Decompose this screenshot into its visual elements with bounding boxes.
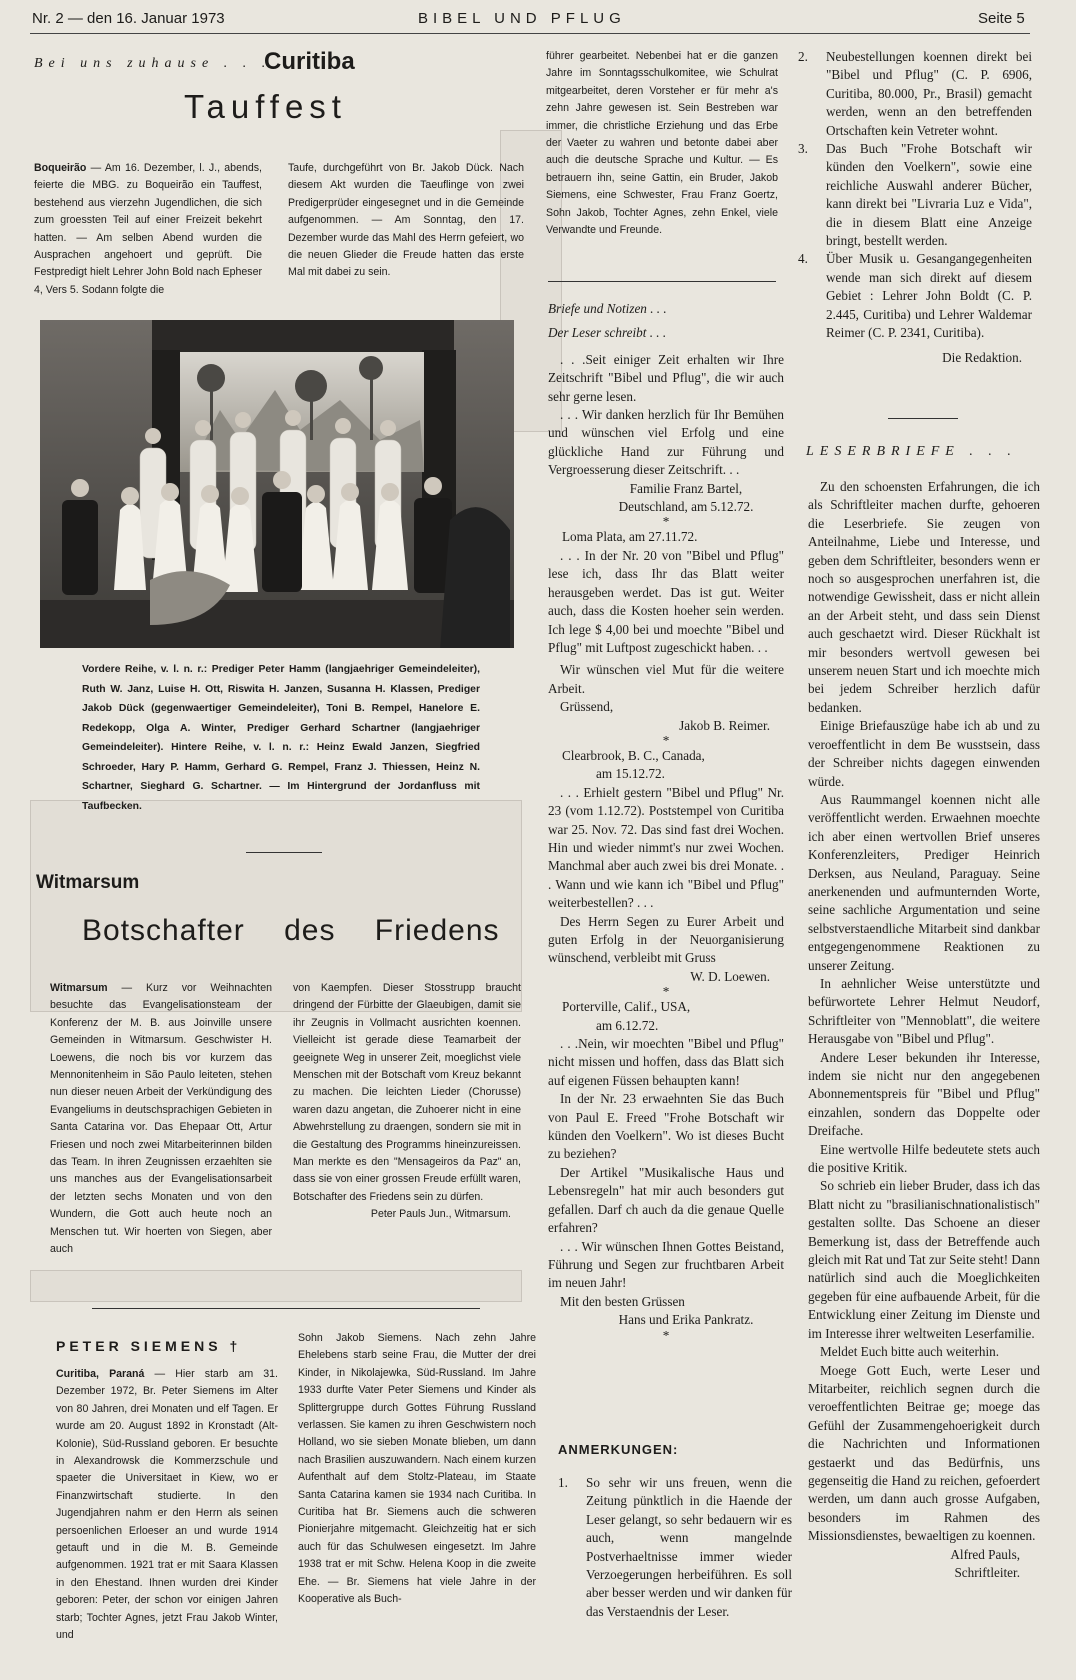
letter-text: . . .Seit einiger Zeit erhalten wir Ihre Zeitschrift "Bibel und Pflug", die wir auch sehr gerne lesen. (548, 351, 784, 404)
body-text: führer gearbeitet. Nebenbei hat er die ganzen Jahre im Sonntagsschulkomitee, wie Schulrat mitgearbeitet, deren Vorsteher er für mehr a's zehn Jahre gewesen ist. Sein Bestreben war immer, die christliche Erziehung und das Erbe der Vaeter zu wahren und betonte dabei aber auch die deutsche Sprache und Kultur. — Es betrauern ihn, seine Gattin, ein Bruder, Jakob Siemens, eine Schwester, Frau Franz Goertz, Sohn Jakob, Tochter Agnes, zehn Enkel, viele Verwandte und Freunde. (546, 50, 778, 237)
divider-star: * (662, 514, 670, 530)
byline: Peter Pauls Jun., Witmarsum. (370, 1208, 511, 1221)
body-text: Andere Leser bekunden ihr Interesse, indem sie nicht nur den angegebenen Abonnementspreis für "Bibel und Pflug" einzahlen, sondern das Doppelte oder Dreifache. (808, 1049, 1040, 1139)
article-col-3 (546, 48, 778, 239)
body-text: Meldet Euch bitte auch weiterhin. (820, 1344, 1000, 1360)
body-text: Aus Raummangel koennen nicht alle veröffentlicht werden. Erwaehnen moechte ich aber einen wertvollen Brief unseres Konferenzleiters, Prediger Heinrich Derksen, aus Neuland, Paraguay. Seine anerkenenden und aufmunternden Worte, seine sachliche Argumentation und seine selbstverstaendliche Mitarbeit sind dankbar entgegengenommene Reaktionen zu unserer Zeitung. (808, 791, 1040, 973)
separator-rule (92, 1308, 480, 1309)
page-number: Seite 5 (978, 10, 1025, 27)
body-text: Zu den schoensten Erfahrungen, die ich als Schriftleiter machen durfte, gehoeren die Leserbriefe. Sie zeugen von Anteilnahme, Liebe und Interesse, und geben dem Schriftleiter, besonders wenn er noch so ausgesprochen unerfahren ist, die notwendige Gewissheit, dass er nicht allein an der Arbeit steht, und dass sein Dienst auch geschaetzt wird. Dieser Rückhalt ist mir besonders wertvoll gewesen bei unserem neuen Start und ich moechte mich bei jedem Schreiber herzlich dafür bedanken. (808, 479, 1040, 715)
photo-caption (82, 660, 480, 816)
divider-star: * (662, 984, 670, 1000)
body-text: von Kaempfen. Dieser Stosstrupp braucht dringend der Fürbitte der Glaeubigen, damit sie ihr Zeugnis in Vollmacht ausrichten koennen. Vielleicht ist gerade diese Teamarbeit der geeignete Weg in unserer Zeit, moeglichst viele Menschen mit der Botschaft vom Kreuz bekannt zu machen. Die leichten Lieder (Chorusse) waren dazu angetan, die Zuhoerer nicht in eine Abwehrstellung zu draengen, sondern sie mit in die Gestaltung des Programms hineinzureissen. Man merkte es den "Mensageiros da Paz" an, dass sie von einer grossen Freude erfüllt waren, Botschafter des Friedens sein zu dürfen. (293, 982, 521, 1203)
letter-text: Der Artikel "Musikalische Haus und Lebensregeln" hat mir auch besonders gut gefallen. Darf ch auch da die genaue Quelle erfahren? (548, 1164, 784, 1236)
place-heading: Witmarsum (36, 872, 140, 893)
dateline: Witmarsum (50, 982, 108, 994)
article-col-2 (288, 160, 524, 282)
body-text: Eine wertvolle Hilfe bedeutete stets auch die positive Kritik. (808, 1141, 1040, 1176)
editor-signature: Alfred Pauls, (950, 1546, 1020, 1562)
headline: Botschafter des Friedens (82, 914, 500, 947)
editor-title: Schriftleiter. (954, 1564, 1020, 1580)
body-text: — Am 16. Dezember, l. J., abends, feierte die MBG. zu Boqueirão ein Tauffest, bestehend aus vierzehn Jugendlichen, die sich zum groessten Teil auf einer Freizeit bekehrt hatten. — Am selben Abend wurden die Ausprachen angehoert und geprüft. Die Festpredigt hielt Lehrer John Bold nach Epheser 4, Vers 5. Sodann folgte die (34, 162, 262, 296)
divider-star: * (662, 732, 670, 748)
body-text: In aehnlicher Weise unterstützte und befürwortete Lehrer Helmut Neudorf, Schriftleiter von "Mennoblatt", die weitere Herausgabe von "Bibel und Pflug". (808, 975, 1040, 1047)
body-text: — Hier starb am 31. Dezember 1972, Br. Peter Siemens im Alter von 80 Jahren, drei Monaten und elf Tagen. Er wurde am 20. August 1892 in Kronstadt (Alt-Kolonie), Süd-Russland geboren. Er besuchte in Alexandrowsk die Kommerzschule und spaeter die Universitaet in Kiew, wo er Finanzwirtschaft studierte. In den Jugendjahren nahm er den Herrn als seinen persoenlichen Erloeser an und wurde 1914 getauft und in die M. B. Gemeinde aufgenommen. 1921 trat er mit Saara Klassen in den Ehestand. Ihnen wurden drei Kinder geboren: Peter, der schon vor einigen Jahren starb; Tochter Agnes, jetzt Frau Jakob Winter, und (56, 1368, 278, 1642)
section-subheading: Der Leser schreibt . . . (548, 325, 667, 341)
note-text: So sehr wir uns freuen, wenn die Zeitung pünktlich in die Haende der Leser gelangt, so sehr bedauern wir es auch, wenn mangelnde Postverhaeltnisse immer wieder Verzoegerungen herbeiführen. Es soll aber besser werden und wir danken für das Verstaendnis der Leser. (586, 1475, 792, 1619)
baptism-group-photo (40, 320, 514, 648)
note-number: 4. (798, 251, 808, 267)
letter-place: am 15.12.72. (596, 766, 665, 782)
show-through (30, 1270, 522, 1302)
letter-text: . . .Nein, wir moechten "Bibel und Pflug" nicht missen und hoffen, dass das Blatt sich auf eigenen Füssen behaupten kann! (548, 1036, 784, 1088)
letter-text: Des Herrn Segen zu Eurer Arbeit und guten Erfolg in der Neuorganisierung wünschend, verbleibt mit Gruss (548, 913, 784, 966)
dateline: Curitiba, Paraná (56, 1368, 145, 1380)
note-text: Über Musik u. Gesangangegenheiten wende man sich direkt auf diesem Gebiet : Lehrer John Boldt (C. P. 2.445, Curitiba) und Lehrer Waldemar Reimer (C. P. 2341, Curitiba). (826, 251, 1032, 341)
letter-place: Porterville, Calif., USA, (562, 999, 691, 1015)
letter-text: In der Nr. 23 erwaehnten Sie das Buch von Paul E. Freed "Frohe Botschaft wir künden den Voelkern". Wo ist dieses Bucht zu beziehen? (548, 1091, 784, 1162)
masthead: BIBEL UND PFLUG (418, 10, 626, 27)
dateline: Boqueirão (34, 162, 87, 174)
divider-star: * (662, 1327, 670, 1343)
letter-text: . . . In der Nr. 20 von "Bibel und Pflug" lese ich, dass Ihr das Blatt weiter herausgeben werdet. Das ist gut. Weiter auch, dass die Kosten hoeher sein werden. Ich lege $ 4,00 bei und moechte "Bibel und Pflug" mit Luftpost zugeschickt haben. . . (548, 547, 784, 655)
letter-signature: W. D. Loewen. (690, 968, 770, 984)
note-text: Neubestellungen koennen direkt bei "Bibel und Pflug" (C. P. 6906, Curitiba, 80.000, Pr., Brasil) gemacht werden, wenn an den betreffenden Ortschaften kein Vetreter wohnt. (826, 49, 1032, 138)
note-text: Das Buch "Frohe Botschaft wir künden den Voelkern", sowie eine reichliche Auswahl anderer Bücher, kann direkt bei "Livraria Luz e Vida", die in diesem Blatt eine Anzeige bringt, bestellt werden. (826, 141, 1032, 249)
body-text: Sohn Jakob Siemens. Nach zehn Jahre Ehelebens starb seine Frau, die Mutter der drei Kinder, in Nikolajewka, Süd-Russland. Im Jahre 1933 durfte Vater Peter Siemens und Kinder als Splittergruppe durch Gottes Führung Russland verlassen. Sie kamen zu ihren Geschwistern noch Holland, wo sie sieben Monate blieben, um dann nach Brasilien auszuwandern. Nach einem kurzen Aufenthalt auf dem Stoltz-Plateau, im Staate Santa Catarina kamen sie 1934 nach Curitiba. In Curitiba hat Br. Siemens auch die schweren Pionierjahre mitgemacht. Gleichzeitig hat er sich auch für das Schulwesen eingesetzt. Im Jahre 1938 trat er mit Schw. Helena Koop in die zweite Ehe. — Br. Siemens hat viele Jahre in der Kooperative als Buch- (298, 1332, 536, 1606)
letter-signature: Familie Franz Bartel, (629, 480, 743, 496)
kicker: Bei uns zuhause . . . (34, 56, 272, 71)
separator-rule (888, 418, 958, 419)
obituary-col-1 (56, 1366, 278, 1645)
letter-text: Mit den besten Grüssen (560, 1293, 685, 1309)
obituary-title: PETER SIEMENS † (56, 1338, 242, 1354)
letter-signature: Jakob B. Reimer. (679, 717, 770, 733)
note-number: 1. (558, 1475, 568, 1490)
section-heading: LESERBRIEFE . . . (806, 444, 1017, 459)
letter-text: . . . Wir danken herzlich für Ihr Bemühen und wünschen viel Erfolg und eine glückliche Hand zur Führung und Vergroesserung dieser Zeitschrift. . . (548, 407, 784, 478)
body-text: So schrieb ein lieber Bruder, dass ich das Blatt nicht zu "brasilianischnationalistisch" gestalten sollte. Das Schoene an dieser Bemerkung ist, dass der Betreffende auch gleich mit Rat und Tat zur Seite steht! Dann natürlich sind auch die Moeglichkeiten gegeben für eine aufbauende Arbeit, für die Entwicklung einer Zeitung im Dienste und im Interesse ihrer weltweiten Leserfamilie. (808, 1178, 1040, 1341)
article-col-1 (50, 980, 272, 1259)
note-number: 2. (798, 49, 808, 64)
header-rule (30, 33, 1030, 34)
obituary-col-2 (298, 1330, 536, 1609)
letter-signature: Hans und Erika Pankratz. (618, 1312, 754, 1328)
notes-heading: ANMERKUNGEN: (558, 1442, 679, 1457)
body-text: Moege Gott Euch, werte Leser und Mitarbeiter, reichlich segnen durch die veroeffentlichten Beitrae ge; moege das Gefühl der Zusammengehoerigkeit durch die Nachrichten und Informationen gestaerkt und das Bedürfnis, uns gegenseitig die Hand zu reichen, gefoerdert werden, um dann auch grosse Aufgaben, besonders im Rahmen des Missionsdienstes, bewaeltigen zu koennen. (808, 1362, 1040, 1544)
photo-image (40, 320, 514, 648)
section-heading: Briefe und Notizen . . . (548, 301, 667, 316)
place-heading: Curitiba (264, 48, 355, 75)
separator-rule (246, 852, 322, 853)
letter-text: Grüssend, (560, 699, 614, 715)
article-col-1 (34, 160, 262, 299)
letter-text: . . . Erhielt gestern "Bibel und Pflug" Nr. 23 (vom 1.12.72). Poststempel von Curitiba war 25. Nov. 72. Das sind fast drei Wochen. Hin und wieder nimmt's nur zwei Wochen. Manchmal aber auch zwei bis drei Monate. . . Wann und wie kann ich "Bibel und Pflug" weiterbestellen? . . . (548, 784, 784, 911)
editor-signature: Die Redaktion. (942, 349, 1022, 365)
note-number: 3. (798, 141, 808, 157)
letter-place: Clearbrook, B. C., Canada, (562, 747, 705, 763)
letter-place: am 6.12.72. (596, 1017, 659, 1033)
letter-place: Loma Plata, am 27.11.72. (562, 529, 698, 545)
headline: Tauffest (184, 88, 347, 125)
caption-text: Vordere Reihe, v. l. n. r.: Prediger Peter Hamm (langjaehriger Gemeindeleiter), Ruth W. Janz, Luise H. Ott, Riswita H. Janzen, Susanna H. Klassen, Prediger Jakob Dück (gegenwaertiger Gemeindeleiter), Toni B. Rempel, Hanelore E. Redekopp, Olga A. Winter, Prediger Gerhard Schartner (langjaehriger Gemeindeleiter). Hintere Reihe, v. l. n. r.: Heinz Ewald Janzen, Siegfried Schroeder, Hary P. Hamm, Gerhard G. Rempel, Franz J. Thiessen, Heinz N. Schartner, Sieghard G. Schartner. — Im Hintergrund der Jordanfluss mit Taufbecken. (82, 664, 480, 812)
notes-item-1 (558, 1474, 792, 1621)
body-text: — Kurz vor Weihnachten besuchte das Evangelisationsteam der Konferenz der M. B. aus Joinville unsere Gemeinden in Witmarsum. Geschwister H. Loewens, die noch bis vor kurzem das Mennonitenheim in São Paulo leiteten, stehen nun dieser neuen Arbeit der Verkündigung des Evangeliums in deutschsprachigen Gebieten in Santa Catarina vor. Das Ehepaar Ott, Artur Friesen und noch zwei Mitarbeiterinnen bilden das Team. In ihren Zeugnissen erzaehlten sie uns manches aus der Evangelisationsarbeit der letzten sechs Monaten und von den Wundern, die Gott auch heute noch an Menschen tut. Wir hoerten von Siegen, aber auch (50, 982, 272, 1256)
body-text: Einige Briefauszüge habe ich ab und zu veroeffentlicht in dem Be wusstsein, dass der Schreiber nichts dagegen einwenden würde. (808, 718, 1040, 789)
article-col-2 (293, 980, 521, 1224)
notes-continued (798, 48, 1032, 367)
issue-date: Nr. 2 — den 16. Januar 1973 (32, 10, 225, 27)
body-text: Taufe, durchgeführt von Br. Jakob Dück. Nach diesem Akt wurden die Taeuflinge von zwei Predigerprüder eingesegnet und in die Gemeinde aufgenommen. — Am Sonntag, den 17. Dezember wurde das Mahl des Herrn gefeiert, wo die neuen Glieder die Freude hatten das erste Mal mit dabei zu sein. (288, 162, 524, 279)
letter-signature: Deutschland, am 5.12.72. (618, 499, 754, 515)
leserbriefe-body (808, 478, 1040, 1582)
letter-text: Wir wünschen viel Mut für die weitere Arbeit. (548, 662, 784, 696)
letter-text: . . . Wir wünschen Ihnen Gottes Beistand, Führung und Segen zur fruchtbaren Arbeit im neuen Jahr! (548, 1238, 784, 1291)
separator-rule (548, 281, 776, 282)
letters-section (548, 300, 784, 1342)
